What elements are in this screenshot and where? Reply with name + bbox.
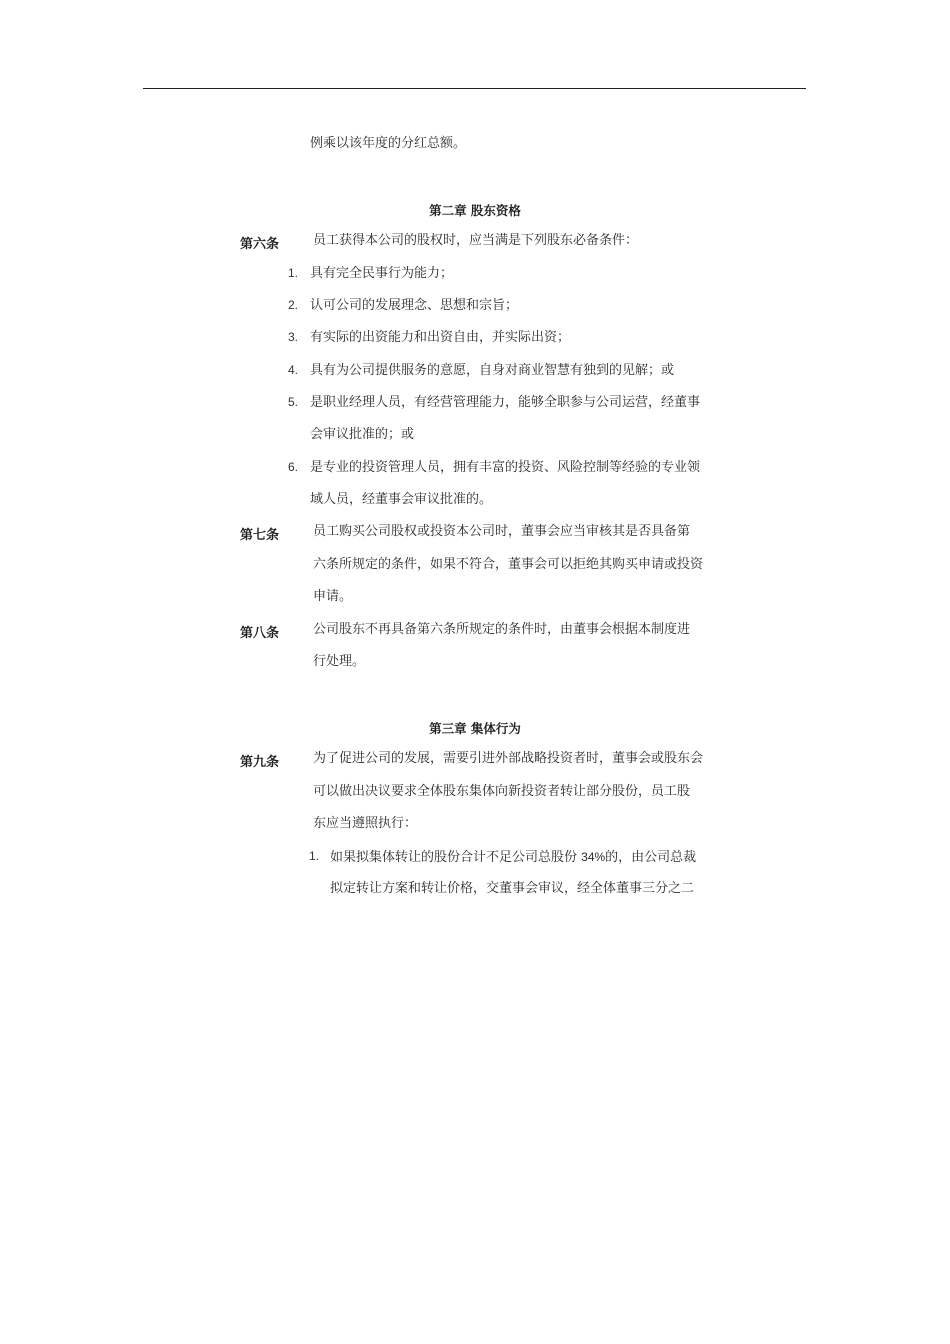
article-6-item-1-text: 具有完全民事行为能力； [310,266,454,281]
article-6-text: 员工获得本公司的股权时，应当满是下列股东必备条件： [313,233,639,248]
article-6-item-1-number: 1. [288,266,299,280]
article-8-label: 第八条 [240,626,280,641]
article-7-text-line-1: 员工购买公司股权或投资本公司时，董事会应当审核其是否具备第 [313,524,691,539]
article-6-item-6-text-line-1: 是专业的投资管理人员，拥有丰富的投资、风险控制等经验的专业领 [310,460,701,475]
opening-line: 例乘以该年度的分红总额。 [310,136,467,151]
article-7-text-line-2: 六条所规定的条件，如果不符合，董事会可以拒绝其购买申请或投资 [313,557,704,572]
article-6-item-4-number: 4. [288,363,299,377]
article-6-item-5-number: 5. [288,395,299,409]
article-8-text-line-1: 公司股东不再具备第六条所规定的条件时，由董事会根据本制度进 [313,622,691,637]
article-7-label: 第七条 [240,528,280,543]
article-6-item-5-text-line-1: 是职业经理人员，有经营管理能力，能够全职参与公司运营，经董事 [310,395,701,410]
article-6-item-6-text-line-2: 域人员，经董事会审议批准的。 [310,492,493,507]
header-rule [143,88,806,89]
article-9-item-1-text-line-2: 拟定转让方案和转让价格，交董事会审议，经全体董事三分之二 [330,881,695,896]
article-6-label: 第六条 [240,237,280,252]
article-6-item-2-number: 2. [288,298,299,312]
article-9-item-1-number: 1. [309,849,320,863]
article-6-item-6-number: 6. [288,460,299,474]
article-9-item-1-text-line-1 [330,849,696,866]
article-6-item-4-text: 具有为公司提供服务的意愿，自身对商业智慧有独到的见解；或 [310,363,675,378]
chapter-3-heading: 第三章 集体行为 [429,721,521,736]
article-9-text-line-1: 为了促进公司的发展，需要引进外部战略投资者时，董事会或股东会 [313,751,704,766]
article-6-item-3-number: 3. [288,330,299,344]
article-9-text-line-2: 可以做出决议要求全体股东集体向新投资者转让部分股份，员工股 [313,784,691,799]
chapter-2-heading: 第二章 股东资格 [429,203,521,218]
article-6-item-3-text: 有实际的出资能力和出资自由，并实际出资； [310,330,571,345]
article-9-item-1-text-after: 的，由公司总裁 [605,850,697,865]
article-9-text-line-3: 东应当遵照执行： [313,816,418,831]
article-8-text-line-2: 行处理。 [313,654,366,669]
article-9-label: 第九条 [240,755,280,770]
percentage-value: 34% [581,850,606,864]
article-7-text-line-3: 申请。 [313,589,353,604]
article-6-item-5-text-line-2: 会审议批准的；或 [310,427,415,442]
article-9-item-1-text-before: 如果拟集体转让的股份合计不足公司总股份 [330,850,582,865]
article-6-item-2-text: 认可公司的发展理念、思想和宗旨； [310,298,519,313]
